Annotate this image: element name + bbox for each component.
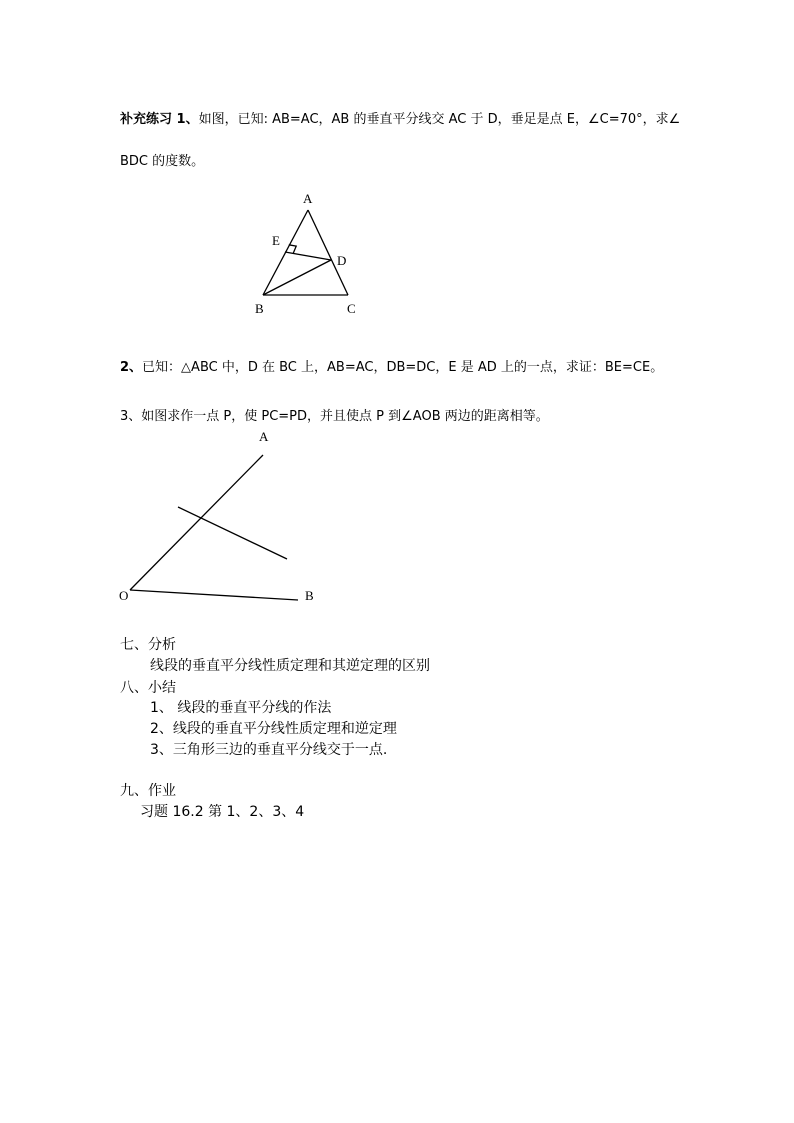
problem-1-line-2: BDC 的度数。 (120, 154, 205, 169)
summary-item: 3、三角形三边的垂直平分线交于一点. (150, 742, 388, 758)
label-o: O (119, 588, 129, 603)
section-7-content: 线段的垂直平分线性质定理和其逆定理的区别 (150, 658, 430, 674)
label-c: C (347, 301, 356, 316)
label-e: E (272, 233, 280, 248)
summary-item: 1、 线段的垂直平分线的作法 (150, 700, 332, 716)
label-b: B (255, 301, 264, 316)
problem-1-text: 如图，已知: AB=AC，AB 的垂直平分线交 AC 于 D，垂足是点 E，∠C=70°，求∠ (198, 112, 681, 127)
label-a-angle: A (259, 429, 269, 444)
problem-1-title: 补充练习 1、 (120, 112, 199, 127)
label-b-angle: B (305, 588, 314, 603)
problem-3: 3、如图求作一点 P，使 PC=PD，并且使点 P 到∠AOB 两边的距离相等。 (120, 409, 549, 424)
label-d: D (337, 253, 347, 268)
section-9-heading: 九、作业 (120, 783, 176, 799)
ray-oa (130, 455, 263, 590)
section-8-heading: 八、小结 (120, 680, 176, 696)
segment-cd (178, 507, 287, 559)
problem-2 (120, 356, 663, 375)
section-9-content: 习题 16.2 第 1、2、3、4 (140, 804, 305, 820)
ray-ob (130, 590, 298, 600)
problem-2-number: 2、 (120, 360, 143, 375)
right-angle-mark (289, 245, 296, 254)
section-7-heading: 七、分析 (120, 637, 176, 653)
problem-2-text: 已知：△ABC 中，D 在 BC 上，AB=AC，DB=DC，E 是 AD 上的一点，求证：BE=CE。 (142, 360, 664, 375)
label-a: A (303, 191, 313, 206)
segment-ed (285, 252, 331, 260)
segment-bd (263, 260, 331, 295)
summary-item: 2、线段的垂直平分线性质定理和逆定理 (150, 721, 397, 737)
